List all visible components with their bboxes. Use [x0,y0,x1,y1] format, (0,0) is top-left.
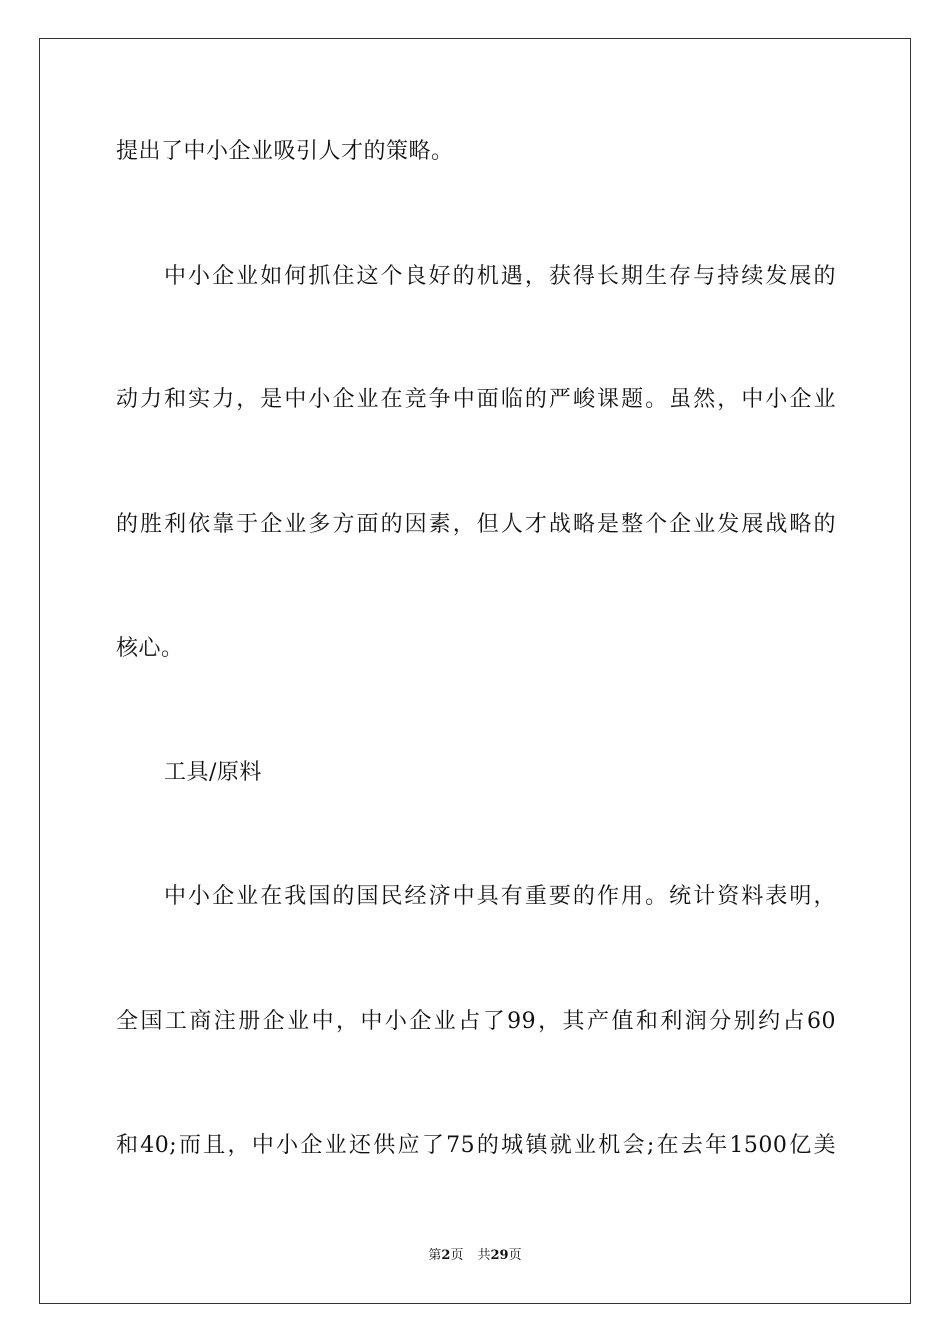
total-prefix: 共 [477,1248,491,1263]
text-line-9: 和40;而且，中小企业还供应了75的城镇就业机会;在去年1500亿美 [116,1133,836,1158]
total-suffix: 页 [508,1248,522,1263]
page-border [39,38,911,1304]
section-heading-tools: 工具/原料 [164,760,262,785]
text-line-3: 动力和实力，是中小企业在竞争中面临的严峻课题。虽然，中小企业 [116,387,836,412]
text-line-5: 核心。 [116,636,184,661]
total-pages: 29 [490,1248,509,1263]
text-line-7: 中小企业在我国的国民经济中具有重要的作用。统计资料表明， [164,884,836,909]
text-line-8: 全国工商注册企业中，中小企业占了99，其产值和利润分别约占60 [116,1009,836,1034]
page-suffix: 页 [450,1248,464,1263]
page-footer [0,1247,950,1265]
text-line-2: 中小企业如何抓住这个良好的机遇，获得长期生存与持续发展的 [164,264,836,289]
page-prefix: 第 [428,1248,442,1263]
page-number: 2 [441,1248,451,1263]
text-line-1: 提出了中小企业吸引人才的策略。 [116,139,454,164]
text-line-4: 的胜利依靠于企业多方面的因素，但人才战略是整个企业发展战略的 [116,512,836,537]
